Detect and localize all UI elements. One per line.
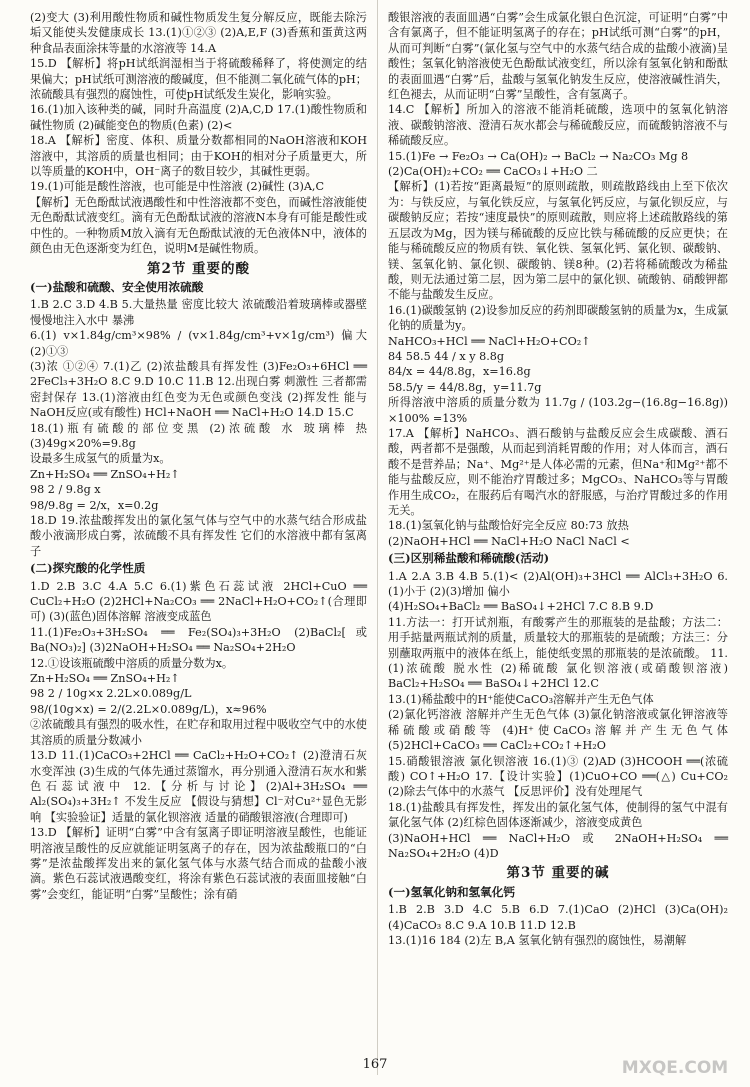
equation-line: 98 2 / 9.8g x	[30, 483, 101, 497]
answer-paragraph: 13.(1)16 184 (2)左 B,A 氢氧化钠有强烈的腐蚀性，易潮解	[388, 933, 687, 947]
answer-paragraph: 14.C 【解析】所加入的溶液不能消耗硫酸，选项中的氢氧化钠溶液、碳酸钠溶液、澄清石灰水都会与稀硫酸反应，而硫酸钠溶液不与稀硫酸反应。	[388, 103, 728, 148]
page-number: 167	[362, 1057, 388, 1072]
answer-paragraph: 1.A 2.A 3.B 4.B 5.(1)< (2)Al(OH)₃+3HCl ══ AlCl₃+3H₂O 6.(1)小于 (2)(3)增加 偏小	[388, 569, 728, 599]
equation-line: 98 2 / 10g×x 2.2L×0.089g/L	[30, 687, 192, 701]
answer-paragraph: 16.(1)碳酸氢钠 (2)设参加反应的药剂即碳酸氢钠的质量为x，生成氯化钠的质量为y。	[388, 303, 728, 333]
answer-paragraph: 6.(1) v×1.84g/cm³×98% / (v×1.84g/cm³+v×1g/cm³) 偏大 (2)①③	[30, 329, 367, 358]
answer-paragraph: (2)NaOH+HCl ══ NaCl+H₂O NaCl NaCl <	[388, 534, 630, 548]
answer-paragraph: 12.①设该瓶硫酸中溶质的质量分数为x。	[30, 656, 234, 670]
equation-line: 98/9.8g = 2/x，x=0.2g	[30, 498, 159, 512]
answer-paragraph: 18.(1)盐酸具有挥发性，挥发出的氯化氢气体，使制得的氢气中混有氯化氢气体 (2)红棕色固体逐渐减少，溶液变成黄色	[388, 800, 728, 830]
subsection-title: (二)探究酸的化学性质	[30, 561, 146, 576]
subsection-title: (一)盐酸和硫酸、安全使用浓硫酸	[30, 279, 204, 294]
section-title: 第2节 重要的酸	[146, 260, 251, 277]
answer-paragraph: 15.D 【解析】将pH试纸润湿相当于将硫酸稀释了，将使测定的结果偏大；pH试纸可测溶液的酸碱度，但不能测二氧化硫气体的pH；浓硫酸具有强烈的腐蚀性，可使pH试纸发生炭化，影响实验。	[30, 57, 367, 102]
equation-line: Zn+H₂SO₄ ══ ZnSO₄+H₂↑	[30, 467, 180, 481]
answer-paragraph: 16.(1)加入该种类的碱，同时升高温度 (2)A,C,D 17.(1)酸性物质和碱性物质 (2)碱能变色的物质(色素) (2)<	[30, 103, 367, 132]
answer-paragraph: 19.(1)可能是酸性溶液，也可能是中性溶液 (2)碱性 (3)A,C	[30, 180, 325, 194]
answer-paragraph: 11.(1)Fe₂O₃+3H₂SO₄ ══ Fe₂(SO₄)₃+3H₂O (2)BaCl₂[或Ba(NO₃)₂] (3)2NaOH+H₂SO₄ ══ Na₂SO₄+2H₂O	[30, 625, 367, 655]
subsection-title: (一)氢氧化钠和氢氧化钙	[388, 884, 515, 899]
answer-paragraph: 11.方法一：打开试剂瓶，有酸雾产生的那瓶装的是盐酸；方法二：用手掂量两瓶试剂的质量，质量较大的那瓶装的是硫酸；方法三：分别蘸取两瓶中的液体在纸上，能使纸变黑的那瓶装的是浓硫酸。 11.(1)浓硫酸 脱水性 (2)稀硫酸 氯化钡溶液(或硝酸钡溶液) BaCl₂+H₂SO₄ ══ BaSO₄↓+2HCl 12.C	[388, 615, 728, 691]
answer-paragraph: 18.A 【解析】密度、体积、质量分数都相同的NaOH溶液和KOH溶液中，其溶质的质量也相同；由于KOH的相对分子质量更大，所以等质量的KOH中，OH⁻离子的数目较少，其碱性更弱。	[30, 134, 367, 179]
equation-line: Zn+H₂SO₄ ══ ZnSO₄+H₂↑	[30, 672, 180, 686]
answer-paragraph: 设最多生成氢气的质量为x。	[30, 452, 171, 466]
equation-line: 84/x = 44/8.8g，x=16.8g	[388, 365, 531, 379]
answer-paragraph: 15.(1)Fe → Fe₂O₃ → Ca(OH)₂ → BaCl₂ → Na₂CO₃ Mg 8	[388, 149, 689, 163]
answer-paragraph: 【解析】(1)若按“距离最短”的原则疏散，则疏散路线由上至下依次为：与铁反应，与氧化铁反应，与氢氧化钙反应，与氯化钡反应，与碳酸钠反应；若按“速度最快”的原则疏散，则应将上述疏散路线的第五层改为Mg，因为镁与稀硫酸的反应比铁与稀硫酸的反应更快；在能与稀硫酸反应的物质有铁、氧化铁、氢氧化钙、氯化钡、碳酸钠、镁、氢氧化钠、氯化钡、碳酸钠、镁8种。(2)若将稀硫酸改为稀盐酸，则无法通过第二层，因为第二层中的氯化钡、硫酸钠、硝酸钾都不能与盐酸发生反应。	[388, 180, 728, 302]
answer-paragraph: (3)浓 ①②④ 7.(1)乙 (2)浓盐酸具有挥发性 (3)Fe₂O₃+6HCl ══ 2FeCl₃+3H₂O 8.C 9.D 10.C 11.B 12.出现白雾 刺激性 三者都需密封保存 13.(1)溶液由红色变为无色或颜色变浅 (2)挥发性 能与NaOH反应(或有酸性) HCl+NaOH ══ NaCl+H₂O 14.D 15.C	[30, 359, 367, 420]
answer-paragraph: 1.D 2.B 3.C 4.A 5.C 6.(1)紫色石蕊试液 2HCl+CuO ══ CuCl₂+H₂O (2)2HCl+Na₂CO₃ ══ 2NaCl+H₂O+CO₂↑(合理即可) (3)(蓝色)固体溶解 溶液变成蓝色	[30, 579, 367, 624]
answer-paragraph: (2)氯化钙溶液 溶解并产生无色气体 (3)氯化钠溶液或氯化钾溶液等 稀硫酸或硝酸等 (4)H⁺使CaCO₃溶解并产生无色气体 (5)2HCl+CaCO₃ ══ CaCl₂+CO₂↑+H₂O	[388, 708, 728, 753]
answer-paragraph: 1.B 2.C 3.D 4.B 5.大量热量 密度比较大 浓硫酸沿着玻璃棒或器壁慢慢地注入水中 暴沸	[30, 298, 367, 327]
left-column	[30, 10, 367, 902]
answer-paragraph: 所得溶液中溶质的质量分数为 11.7g / (103.2g−(16.8g−16.8g)) ×100% =13%	[388, 396, 728, 425]
answer-paragraph: (3)NaOH+HCl ══ NaCl+H₂O 或 2NaOH+H₂SO₄ ══ Na₂SO₄+2H₂O (4)D	[388, 831, 728, 860]
equation-line: 58.5/y = 44/8.8g，y=11.7g	[388, 380, 542, 394]
answer-paragraph: ②浓硫酸具有强烈的吸水性，在贮存和取用过程中吸收空气中的水使其溶质的质量分数减小	[30, 718, 367, 747]
subsection-title: (三)区别稀盐酸和稀硫酸(活动)	[388, 551, 550, 566]
answer-paragraph: 【解析】无色酚酞试液遇酸性和中性溶液都不变色，而碱性溶液能使无色酚酞试液变红。滴有无色酚酞试液的溶液N本身有可能是酸性或中性的。一种物质M放入滴有无色酚酞试液的无色液体N中，液体的颜色由无色逐渐变为红色，说明M是碱性物质。	[30, 195, 367, 256]
equation-line: 98/(10g×x) = 2/(2.2L×0.089g/L)，x≈96%	[30, 702, 267, 716]
answer-paragraph: 18.D 19.浓盐酸挥发出的氯化氢气体与空气中的水蒸气结合形成盐酸小液滴形成白雾，浓硫酸不具有挥发性 它们的水溶液中都有氢离子	[30, 514, 367, 558]
answer-paragraph: (4)H₂SO₄+BaCl₂ ══ BaSO₄↓+2HCl 7.C 8.B 9.D	[388, 600, 654, 614]
equation-line: 84 58.5 44 / x y 8.8g	[388, 349, 505, 363]
answer-paragraph: 13.D 【解析】证明“白雾”中含有氢离子即证明溶液呈酸性，也能证明溶液呈酸性的反应就能证明氢离子的存在，因为浓盐酸瓶口的“白雾”是浓盐酸挥发出来的氯化氢气体与水蒸气结合而成的盐酸小液滴。紫色石蕊试液遇酸变红，将涂有紫色石蕊试液的表面皿接触“白雾”会变红，能证明“白雾”呈酸性；涂有硝	[30, 826, 367, 901]
answer-paragraph: 13.D 11.(1)CaCO₃+2HCl ══ CaCl₂+H₂O+CO₂↑ (2)澄清石灰水变浑浊 (3)生成的气体先通过蒸馏水，再分别通入澄清石灰水和紫色石蕊试液中 12.【分析与讨论】(2)Al+3H₂SO₄ ══ Al₂(SO₄)₃+3H₂↑ 不发生反应 【假设与猜想】Cl⁻对Cu²⁺显色无影响 【实验验证】适量的氯化钡溶液 适量的硝酸银溶液(合理即可)	[30, 749, 367, 824]
right-column	[388, 10, 728, 948]
answer-paragraph: 1.B 2.B 3.D 4.C 5.B 6.D 7.(1)CaO (2)HCl (3)Ca(OH)₂ (4)CaCO₃ 8.C 9.A 10.B 11.D 12.B	[388, 903, 728, 932]
answer-paragraph: (2)变大 (3)利用酸性物质和碱性物质发生复分解反应，既能去除污垢又能使头发健康成长 13.(1)①②③ (2)A,E,F (3)香蕉和蛋黄这两种食品表面涂抹等量的水溶液等 14.A	[30, 11, 367, 55]
answer-paragraph: 13.(1)稀盐酸中的H⁺能使CaCO₃溶解并产生无色气体	[388, 692, 654, 706]
section-title: 第3节 重要的碱	[506, 865, 610, 882]
column-divider	[377, 0, 378, 1075]
answer-paragraph: 18.(1)瓶有硫酸的部位变黑 (2)浓硫酸 水 玻璃棒 热 (3)49g×20%=9.8g	[30, 421, 367, 450]
svg-text:MXQE.COM: MXQE.COM	[621, 1058, 729, 1078]
answer-paragraph: 酸银溶液的表面皿遇“白雾”会生成氯化银白色沉淀，可证明“白雾”中含有氯离子，但不能证明氢离子的存在；pH试纸可测“白雾”的pH，从而可判断“白雾”(氯化氢与空气中的水蒸气结合成的盐酸小液滴)呈酸性；氢氧化钠溶液使无色酚酞试液变红，所以涂有氢氧化钠和酚酞的表面皿遇“白雾”后，盐酸与氢氧化钠发生反应，使溶液碱性消失，红色褪去，从而证明“白雾”呈酸性，含有氢离子。	[388, 11, 728, 102]
answer-paragraph: (2)Ca(OH)₂+CO₂ ══ CaCO₃↓+H₂O 二	[388, 165, 598, 179]
watermark-logo	[620, 1052, 730, 1082]
answer-paragraph: 18.(1)氢氧化钠与盐酸恰好完全反应 80:73 放热	[388, 519, 629, 533]
answer-paragraph: 17.A 【解析】NaHCO₃、酒石酸钠与盐酸反应会生成碳酸、酒石酸，两者都不是强酸，从而起到消耗胃酸的作用；对人体而言，酒石酸不是营养品；Na⁺、Mg²⁺是人体必需的元素，但Na⁺和Mg²⁺都不能与盐酸反应，则不能治疗胃酸过多；MgCO₃、NaHCO₃等与胃酸作用生成CO₂，在服药后有喝汽水的舒服感，与治疗胃酸过多的作用无关。	[388, 426, 728, 517]
equation-line: NaHCO₃+HCl ══ NaCl+H₂O+CO₂↑	[388, 334, 591, 348]
answer-paragraph: 15.硝酸银溶液 氯化钡溶液 16.(1)③ (2)AD (3)HCOOH ══(浓硫酸) CO↑+H₂O 17.【设计实验】(1)CuO+CO ══(△) Cu+CO₂ (2)除去气体中的水蒸气 【反思评价】没有处理尾气	[388, 754, 728, 799]
